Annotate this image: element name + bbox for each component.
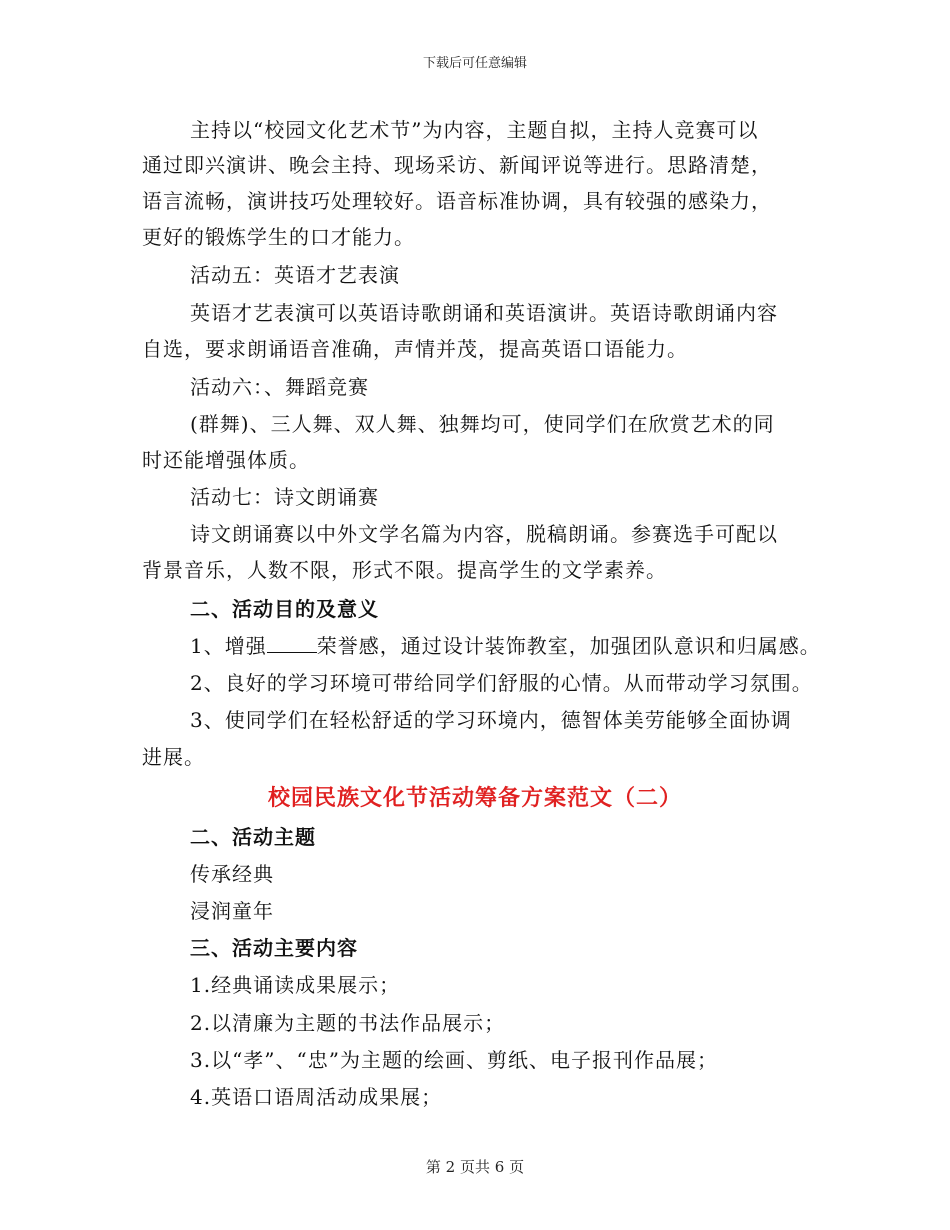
- paragraph-line: 英语才艺表演可以英语诗歌朗诵和英语演讲。英语诗歌朗诵内容: [190, 301, 778, 325]
- purpose-item-1-end: 荣誉感，通过设计装饰教室，加强团队意识和归属感。: [316, 634, 821, 658]
- paragraph-line: 通过即兴演讲、晚会主持、现场采访、新闻评说等进行。思路清楚，: [142, 153, 772, 177]
- paragraph-line: 自选，要求朗诵语音准确，声情并茂，提高英语口语能力。: [142, 337, 688, 361]
- paragraph-line: 诗文朗诵赛以中外文学名篇为内容，脱稿朗诵。参赛选手可配以: [190, 522, 778, 546]
- list-item: 4.英语口语周活动成果展；: [190, 1085, 443, 1109]
- list-item: 2.以清廉为主题的书法作品展示；: [190, 1011, 506, 1035]
- theme-line: 传承经典: [190, 862, 274, 886]
- paragraph-line: 更好的锻炼学生的口才能力。: [142, 225, 415, 249]
- page-header: 下载后可任意编辑: [422, 56, 527, 71]
- list-item: 3.以“孝”、“忠”为主题的绘画、剪纸、电子报刊作品展；: [190, 1048, 718, 1072]
- list-item: 1.经典诵读成果展示；: [190, 973, 401, 997]
- section-heading: 二、活动主题: [190, 825, 316, 849]
- activity-title: 活动五：英语才艺表演: [190, 263, 400, 287]
- theme-line: 浸润童年: [190, 899, 274, 923]
- section-title: 校园民族文化节活动筹备方案范文（二）: [267, 785, 682, 811]
- paragraph-line: 时还能增强体质。: [142, 448, 310, 472]
- purpose-item-2: 2、良好的学习环境可带给同学们舒服的心情。从而带动学习氛围。: [190, 671, 813, 695]
- purpose-item-1: [190, 633, 821, 659]
- section-heading: 二、活动目的及意义: [190, 597, 379, 621]
- section-heading: 三、活动主要内容: [190, 936, 358, 960]
- page-footer: 第 2 页共 6 页: [425, 1158, 525, 1176]
- activity-title: 活动七：诗文朗诵赛: [190, 485, 379, 509]
- paragraph-line: 语言流畅，演讲技巧处理较好。语音标准协调，具有较强的感染力，: [142, 189, 772, 213]
- purpose-item-3: 3、使同学们在轻松舒适的学习环境内，德智体美劳能够全面协调: [190, 708, 792, 732]
- fill-blank: [267, 634, 317, 653]
- paragraph-line: 背景音乐，人数不限，形式不限。提高学生的文学素养。: [142, 558, 667, 582]
- paragraph-line: (群舞)、三人舞、双人舞、独舞均可，使同学们在欣赏艺术的同: [190, 412, 775, 436]
- purpose-item-1-start: 1、增强: [190, 634, 267, 658]
- paragraph-line: 主持以“校园文化艺术节”为内容，主题自拟，主持人竞赛可以: [190, 118, 759, 142]
- paragraph-line: 进展。: [142, 745, 205, 769]
- activity-title: 活动六：、舞蹈竞赛: [190, 375, 369, 399]
